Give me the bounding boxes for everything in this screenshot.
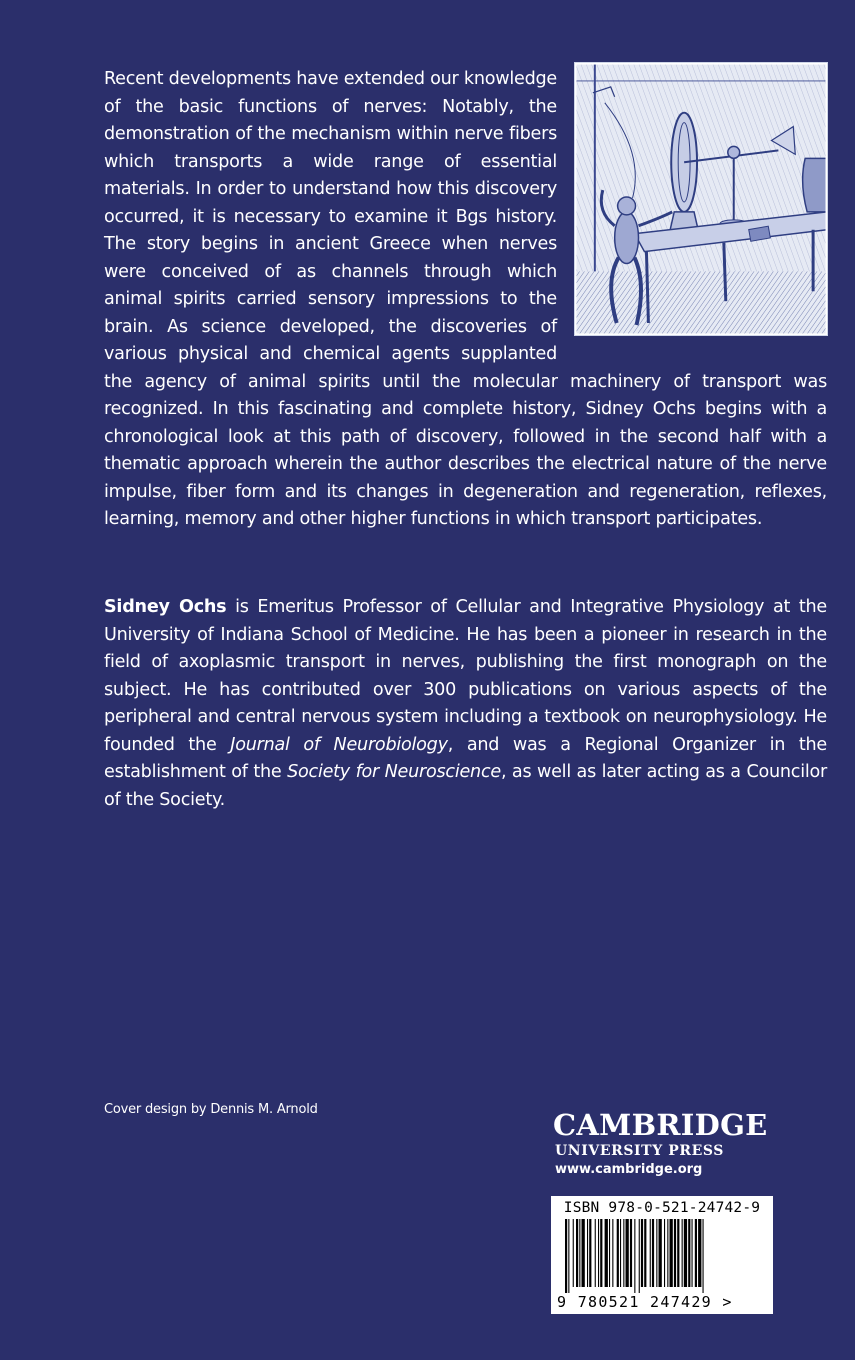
barcode-bar <box>630 1219 632 1287</box>
barcode-bar <box>609 1219 610 1287</box>
publisher-name: CAMBRIDGE <box>553 1108 768 1142</box>
publisher-logo <box>553 1108 775 1180</box>
barcode-bar <box>674 1219 676 1287</box>
barcode-bar <box>595 1219 596 1287</box>
barcode-bar <box>565 1219 567 1293</box>
barcode-bar <box>664 1219 665 1287</box>
barcode-bar <box>641 1219 643 1287</box>
barcode-bar <box>667 1219 668 1287</box>
barcode-bar <box>579 1219 580 1287</box>
barcode-bar <box>698 1219 701 1287</box>
barcode-bar <box>644 1219 646 1287</box>
barcode-bar <box>639 1219 640 1293</box>
bio-text-1: is Emeritus Professor of Cellular and Integrative Physiology at the University of Indiana School of Medicine. He has been a pioneer in research in the field of axoplasmic transport in nerves, publishing the first monograph on the subject. He has contributed over 300 publications on various aspects of the peripheral and central nervous system including a textbook on neurophysiology. He founded the <box>104 597 827 755</box>
book-description: Recent developments have extended our knowledge of the basic functions of nerves: Notably, the demonstration of the mechanism within nerve fibers which transports a wide range of essential materials. In order to understand how this discovery occurred, it is necessary to examine it Bgs history. The story begins in ancient Greece when nerves were conceived of as channels through which animal spirits carried sensory impressions to the brain. As science developed, the discoveries of various physical and chemical agents supplanted the agency of animal spirits until the molecular machinery of transport was recognized. In this fascinating and complete history, Sidney Ochs begins with a chronological look at this path of discovery, followed in the second half with a thematic approach wherein the author describes the electrical nature of the nerve impulse, fiber form and its changes in degeneration and regeneration, reflexes, learning, memory and other higher functions in which transport participates. <box>104 69 827 529</box>
isbn-barcode <box>551 1196 773 1314</box>
barcode-bar <box>573 1219 574 1287</box>
barcode-bar <box>582 1219 585 1287</box>
barcode-bar <box>688 1219 690 1287</box>
barcode-bar <box>620 1219 621 1287</box>
barcode-digits <box>557 1294 767 1310</box>
barcode-bar <box>576 1219 578 1287</box>
bio-text-2: , and was a Regional Organizer in the establishment of the <box>104 734 827 782</box>
barcode-bar <box>634 1219 635 1293</box>
barcode-bar <box>659 1219 662 1287</box>
barcode-group-2: 247429 <box>650 1293 713 1311</box>
barcode-bar <box>650 1219 651 1287</box>
society-title: Society for Neuroscience <box>287 762 501 782</box>
cover-design-credit: Cover design by Dennis M. Arnold <box>104 1102 318 1117</box>
publisher-url: www.cambridge.org <box>555 1162 703 1177</box>
barcode-bar <box>589 1219 591 1287</box>
barcode-bars <box>557 1219 767 1293</box>
barcode-group-1: 780521 <box>577 1293 640 1311</box>
illustration-spacer <box>557 66 827 342</box>
author-name: Sidney Ochs <box>104 597 227 617</box>
barcode-bar <box>623 1219 624 1287</box>
barcode-bar <box>684 1219 687 1287</box>
barcode-bar <box>617 1219 619 1287</box>
barcode-bar <box>677 1219 679 1287</box>
barcode-bar <box>695 1219 697 1287</box>
barcode-arrow: > <box>722 1293 733 1311</box>
description-section <box>104 66 827 534</box>
bio-text-3: , as well as later acting as a Councilor of the Society. <box>104 762 827 810</box>
publisher-press: UNIVERSITY PRESS <box>555 1143 725 1159</box>
barcode-bar <box>652 1219 654 1287</box>
barcode-bar <box>682 1219 683 1287</box>
barcode-bar <box>626 1219 629 1287</box>
barcode-bar <box>568 1219 569 1293</box>
barcode-bar <box>600 1219 602 1287</box>
barcode-bar <box>656 1219 657 1287</box>
journal-title: Journal of Neurobiology <box>230 734 448 755</box>
barcode-bar <box>587 1219 588 1287</box>
barcode-lead-digit: 9 <box>557 1293 568 1311</box>
barcode-bar <box>692 1219 693 1287</box>
barcode-bar <box>670 1219 673 1287</box>
barcode-bar <box>703 1219 704 1293</box>
author-bio <box>104 594 827 814</box>
barcode-bar <box>598 1219 599 1287</box>
barcode-bar <box>605 1219 608 1287</box>
barcode-bar <box>612 1219 613 1287</box>
isbn-label: ISBN 978-0-521-24742-9 <box>563 1200 761 1216</box>
